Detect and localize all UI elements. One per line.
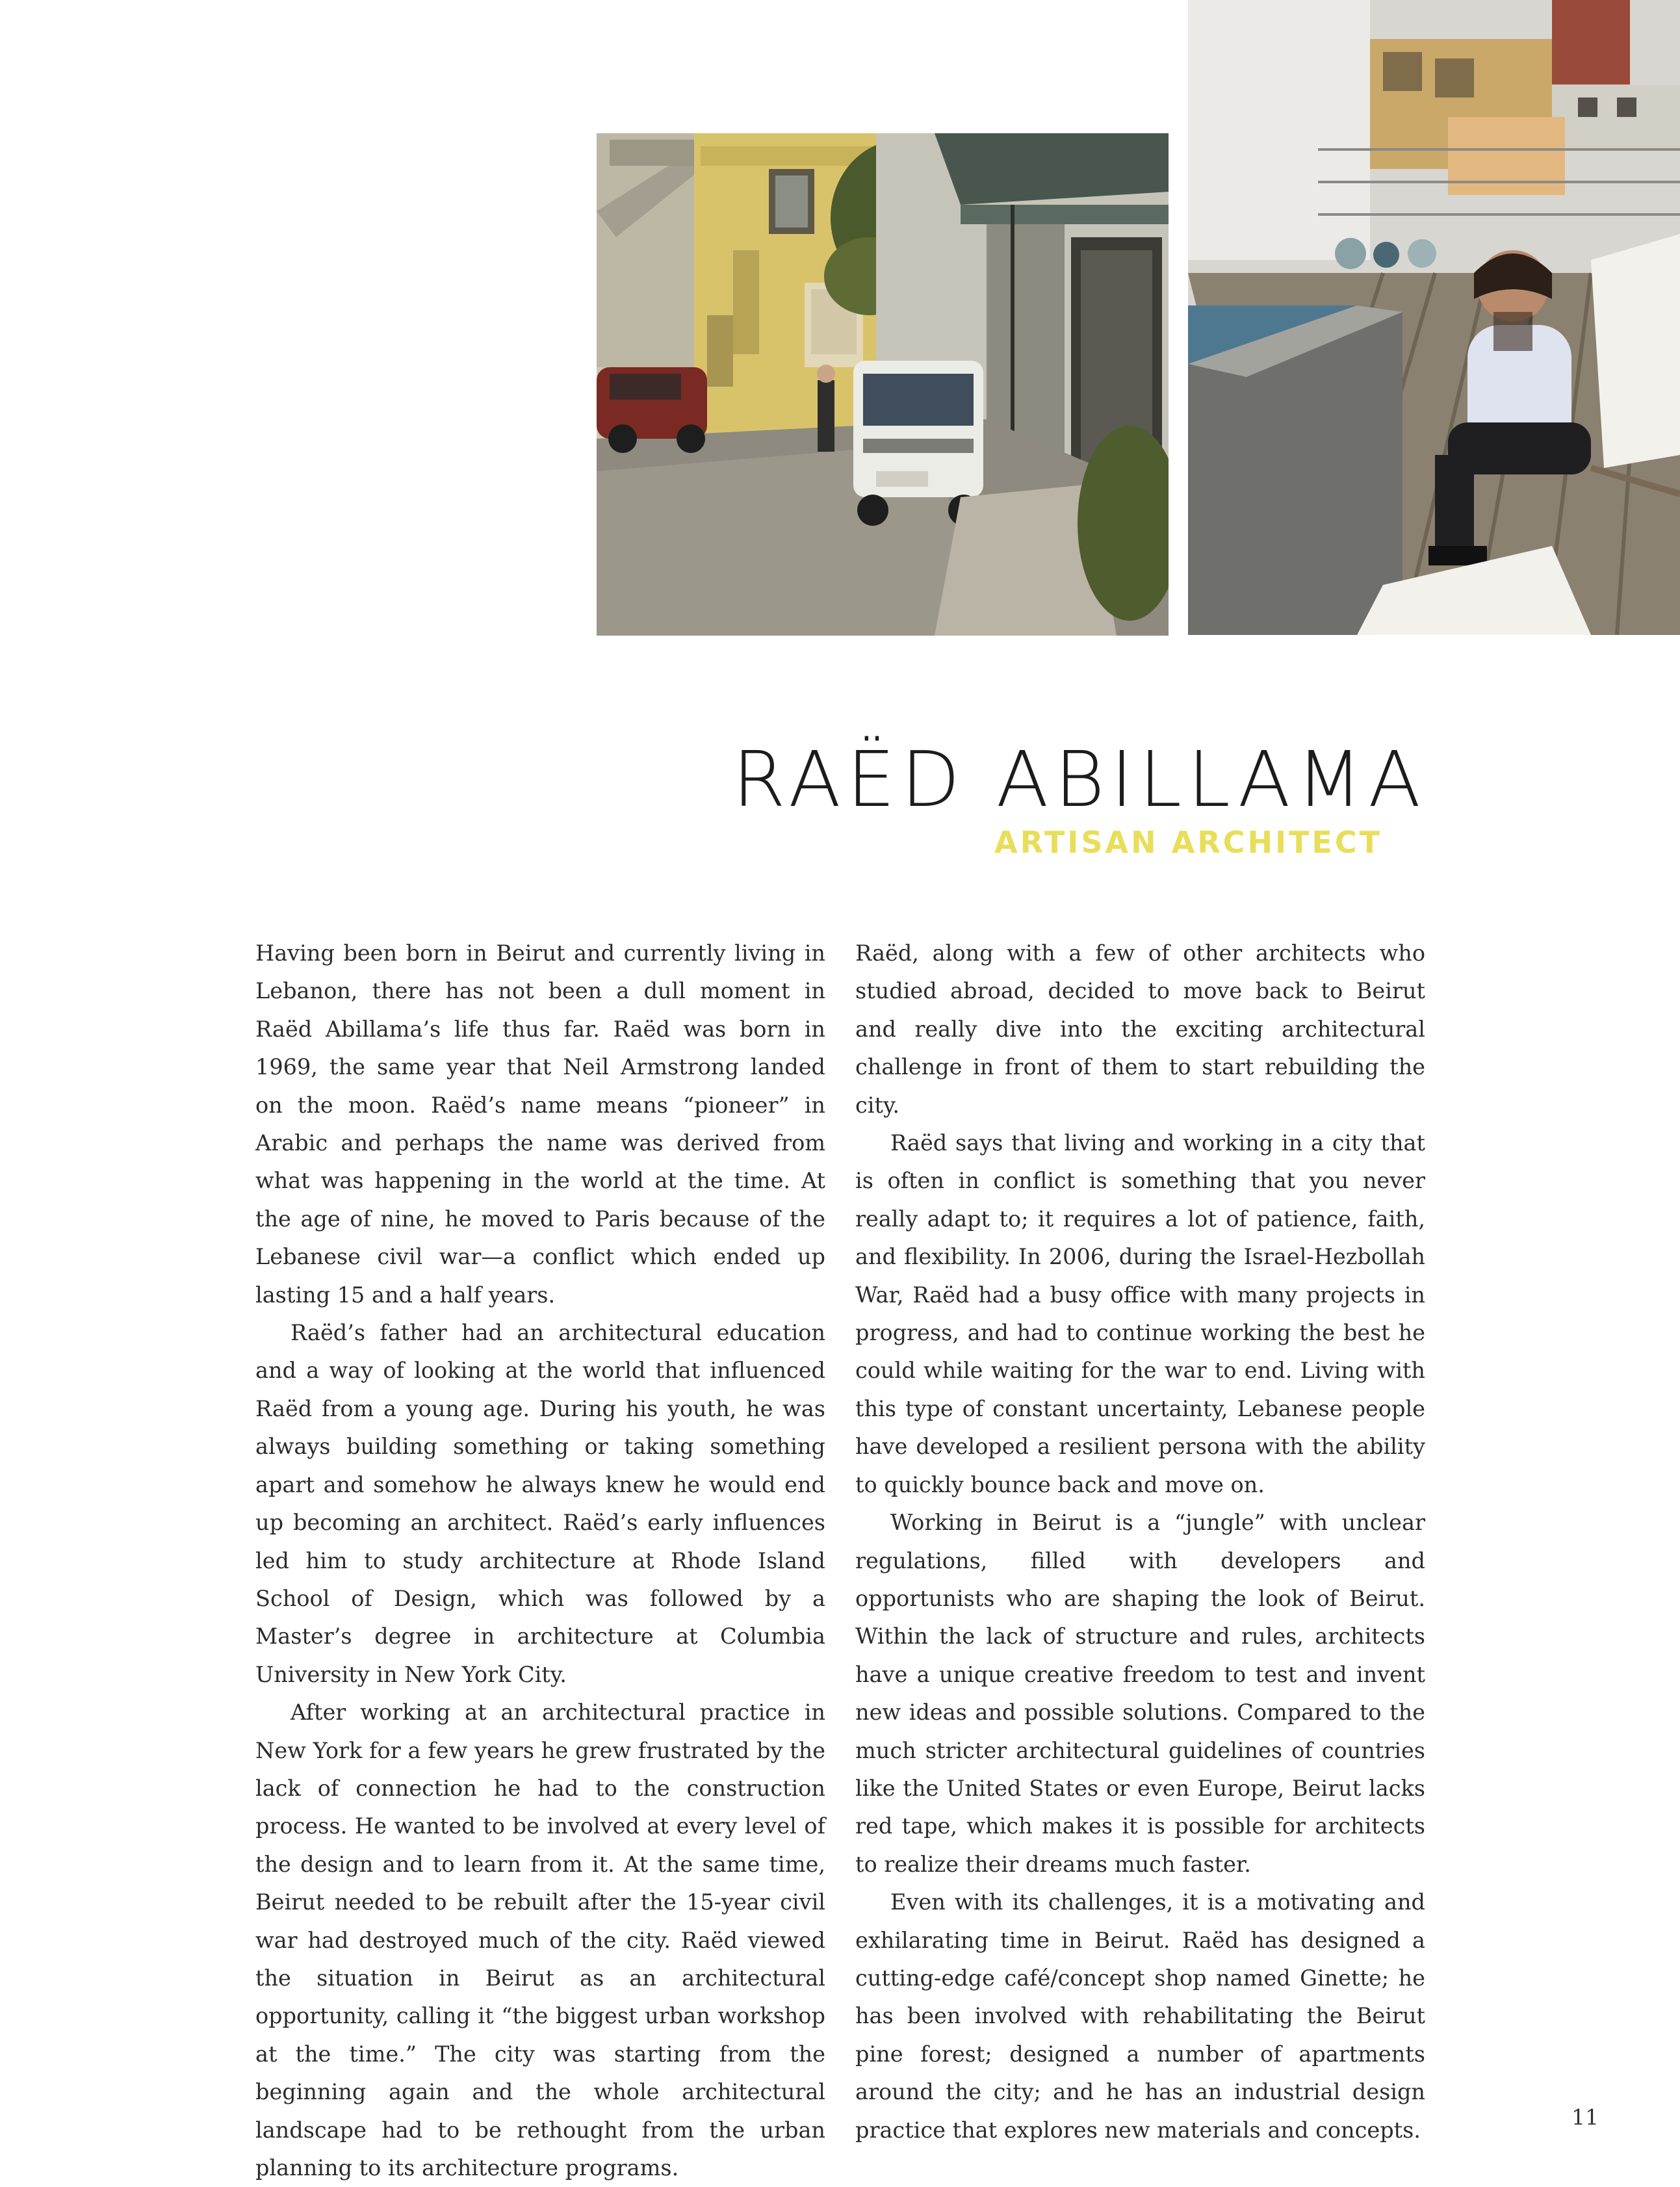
paragraph: After working at an architectural practice in New York for a few years he grew frustrated by the lack of connection he had to the construction process. He wanted to be involved at every level of the design and to learn from it. At the same time, Beirut needed to be rebuilt after the 15-year civil war had destroyed much of the city. Raëd viewed the situation in Beirut as an architectural opportunity, calling it “the biggest urban workshop at the time.” The city was starting from the beginning again and the whole architectural landscape had to be rethought from the urban planning to its architecture programs. bbox=[255, 1700, 825, 2181]
paragraph: Raëd’s father had an architectural education and a way of looking at the world that influenced Raëd from a young age. During his youth, he was always building something or taking something apart and somehow he always knew he would end up becoming an architect. Raëd’s early influences led him to study architecture at Rhode Island School of Design, which was followed by a Master’s degree in architecture at Columbia University in New York City. bbox=[255, 1320, 825, 1687]
paragraph: Raëd, along with a few of other architects who studied abroad, decided to move back to Beirut and really dive into the exciting architectural challenge in front of them to start rebuilding the city. bbox=[855, 940, 1425, 1118]
left-text-column bbox=[255, 935, 825, 2187]
right-text-column bbox=[855, 935, 1425, 2149]
article-title: RAËD ABILLAMA bbox=[732, 734, 1427, 824]
paragraph: Working in Beirut is a “jungle” with unclear regulations, filled with developers and opportunists who are shaping the look of Beirut. Within the lack of structure and rules, architects have a unique creative freedom to test and invent new ideas and possible solutions. Compared to the much stricter architectural guidelines of countries like the United States or even Europe, Beirut lacks red tape, which makes it is possible for architects to realize their dreams much faster. bbox=[855, 1510, 1425, 1877]
page-number: 11 bbox=[1571, 2104, 1599, 2130]
rooftop-portrait-photo bbox=[1188, 0, 1680, 635]
rooftop-portrait-illustration bbox=[1188, 0, 1680, 635]
beirut-street-photo bbox=[597, 133, 1169, 636]
street-scene-illustration bbox=[597, 133, 1169, 636]
paragraph: Raëd says that living and working in a city that is often in conflict is something that you never really adapt to; it requires a lot of patience, faith, and flexibility. In 2006, during the Israel-Hezbollah War, Raëd had a busy office with many projects in progress, and had to continue working the best he could while waiting for the war to end. Living with this type of constant uncertainty, Lebanese people have developed a resilient persona with the ability to quickly bounce back and move on. bbox=[855, 1130, 1425, 1497]
paragraph: Even with its challenges, it is a motivating and exhilarating time in Beirut. Raëd has designed a cutting-edge café/concept shop named Ginette; he has been involved with rehabilitating the Beirut pine forest; designed a number of apartments around the city; and he has an industrial design practice that explores new materials and concepts. bbox=[855, 1889, 1425, 2143]
paragraph: Having been born in Beirut and currently living in Lebanon, there has not been a dull moment in Raëd Abillama’s life thus far. Raëd was born in 1969, the same year that Neil Armstrong landed on the moon. Raëd’s name means “pioneer” in Arabic and perhaps the name was derived from what was happening in the world at the time. At the age of nine, he moved to Paris because of the Lebanese civil war—a conflict which ended up lasting 15 and a half years. bbox=[255, 940, 825, 1308]
article-subtitle: ARTISAN ARCHITECT bbox=[994, 825, 1382, 860]
